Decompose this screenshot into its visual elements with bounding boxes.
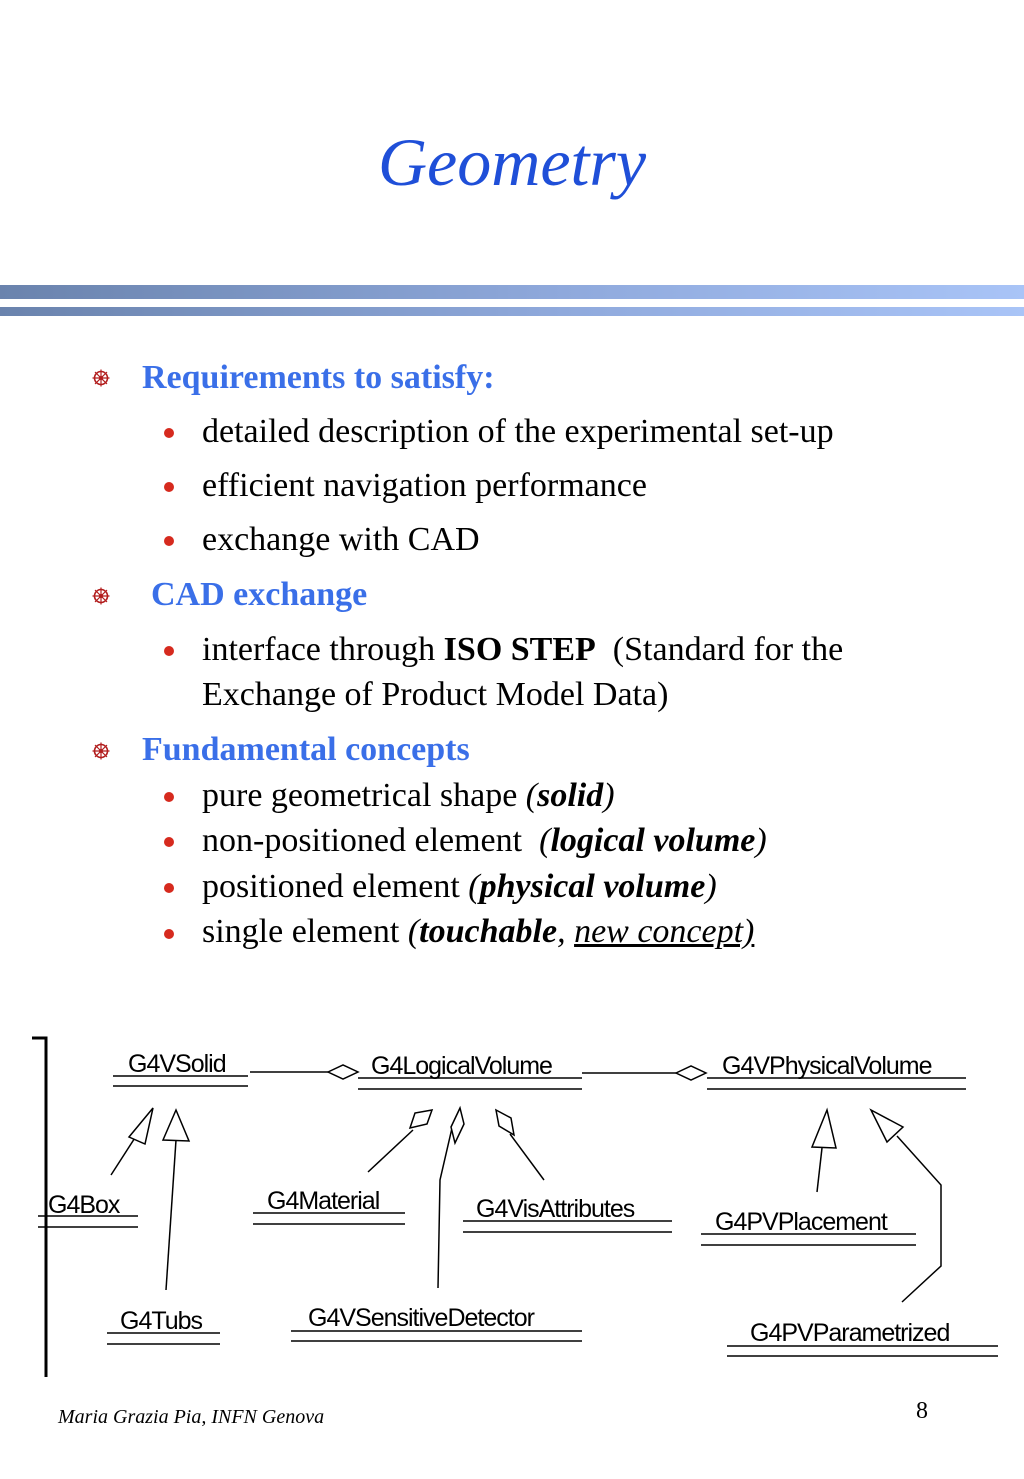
concept-item-physical-volume <box>202 870 717 904</box>
left-bracket <box>32 1038 46 1377</box>
section-heading-fundamental-concepts: Fundamental concepts <box>142 731 470 768</box>
author-footer: Maria Grazia Pia, INFN Genova <box>58 1406 325 1428</box>
geometry-class-diagram <box>0 1020 1024 1390</box>
dot-bullet-icon <box>164 883 174 893</box>
class-label-g4vsensitivedetector: G4VSensitiveDetector <box>308 1304 534 1332</box>
class-label-g4material: G4Material <box>267 1187 380 1215</box>
dot-bullet-icon <box>164 482 174 492</box>
concept-item-logical-volume <box>202 824 767 858</box>
class-label-g4vsolid: G4VSolid <box>128 1050 226 1078</box>
section-heading-cad-exchange: CAD exchange <box>151 576 368 613</box>
association-diamond <box>410 1110 432 1128</box>
cad-item-pre: interface through <box>202 631 444 668</box>
concept-term: touchable <box>419 913 558 950</box>
inheritance-triangle <box>163 1110 189 1141</box>
wheel-bullet-icon <box>92 587 110 605</box>
cad-item-line1 <box>202 633 843 667</box>
concept-open-paren: ( <box>539 822 551 859</box>
concept-text: positioned element <box>202 868 469 905</box>
dot-bullet-icon <box>164 792 174 802</box>
aggregation-diamond <box>328 1065 358 1079</box>
concept-text: single element <box>202 913 408 950</box>
class-label-g4visattributes: G4VisAttributes <box>476 1195 635 1223</box>
association-diamond <box>451 1108 464 1143</box>
dot-bullet-icon <box>164 929 174 939</box>
wheel-bullet-icon <box>92 742 110 760</box>
requirement-item: exchange with CAD <box>202 521 480 558</box>
dot-bullet-icon <box>164 837 174 847</box>
concept-text: pure geometrical shape <box>202 777 526 814</box>
dot-bullet-icon <box>164 536 174 546</box>
concept-open-paren: ( <box>407 913 420 950</box>
concept-term: solid <box>537 777 604 814</box>
wheel-bullet-icon <box>92 369 110 387</box>
cad-item-post: (Standard for the <box>595 631 844 668</box>
concept-text: non-positioned element <box>202 822 540 859</box>
class-label-g4vphysicalvolume: G4VPhysicalVolume <box>722 1052 932 1080</box>
class-label-g4tubs: G4Tubs <box>120 1307 203 1335</box>
slide-title: Geometry <box>377 124 647 200</box>
dot-bullet-icon <box>164 428 174 438</box>
page-number: 8 <box>916 1398 928 1424</box>
title-rule-bottom <box>0 307 1024 316</box>
concept-item-touchable <box>202 915 754 949</box>
concept-separator: , <box>557 913 575 950</box>
concept-close-paren: ) <box>603 777 615 814</box>
dot-bullet-icon <box>164 646 174 656</box>
requirement-item: detailed description of the experimental set-up <box>202 413 834 450</box>
section-heading-requirements: Requirements to satisfy: <box>142 359 495 396</box>
class-label-g4logicalvolume: G4LogicalVolume <box>371 1052 552 1080</box>
new-concept-note: new concept) <box>574 913 755 950</box>
class-label-g4pvplacement: G4PVPlacement <box>715 1208 887 1236</box>
concept-term: physical volume <box>479 868 706 905</box>
concept-item-solid <box>202 779 615 813</box>
iso-step-term: ISO STEP <box>443 631 596 668</box>
concept-close-paren: ) <box>705 868 717 905</box>
inheritance-triangle <box>129 1108 153 1144</box>
concept-open-paren: ( <box>468 868 480 905</box>
cad-item-line2: Exchange of Product Model Data) <box>202 676 669 713</box>
concept-open-paren: ( <box>525 777 538 814</box>
class-label-g4pvparametrized: G4PVParametrized <box>750 1319 950 1347</box>
inheritance-triangle <box>812 1110 836 1148</box>
association-diamond <box>496 1110 514 1135</box>
requirement-item: efficient navigation performance <box>202 467 647 504</box>
aggregation-diamond <box>676 1066 706 1080</box>
title-rule-top <box>0 285 1024 299</box>
class-label-g4box: G4Box <box>48 1191 120 1219</box>
concept-term: logical volume <box>550 822 756 859</box>
concept-close-paren: ) <box>755 822 767 859</box>
